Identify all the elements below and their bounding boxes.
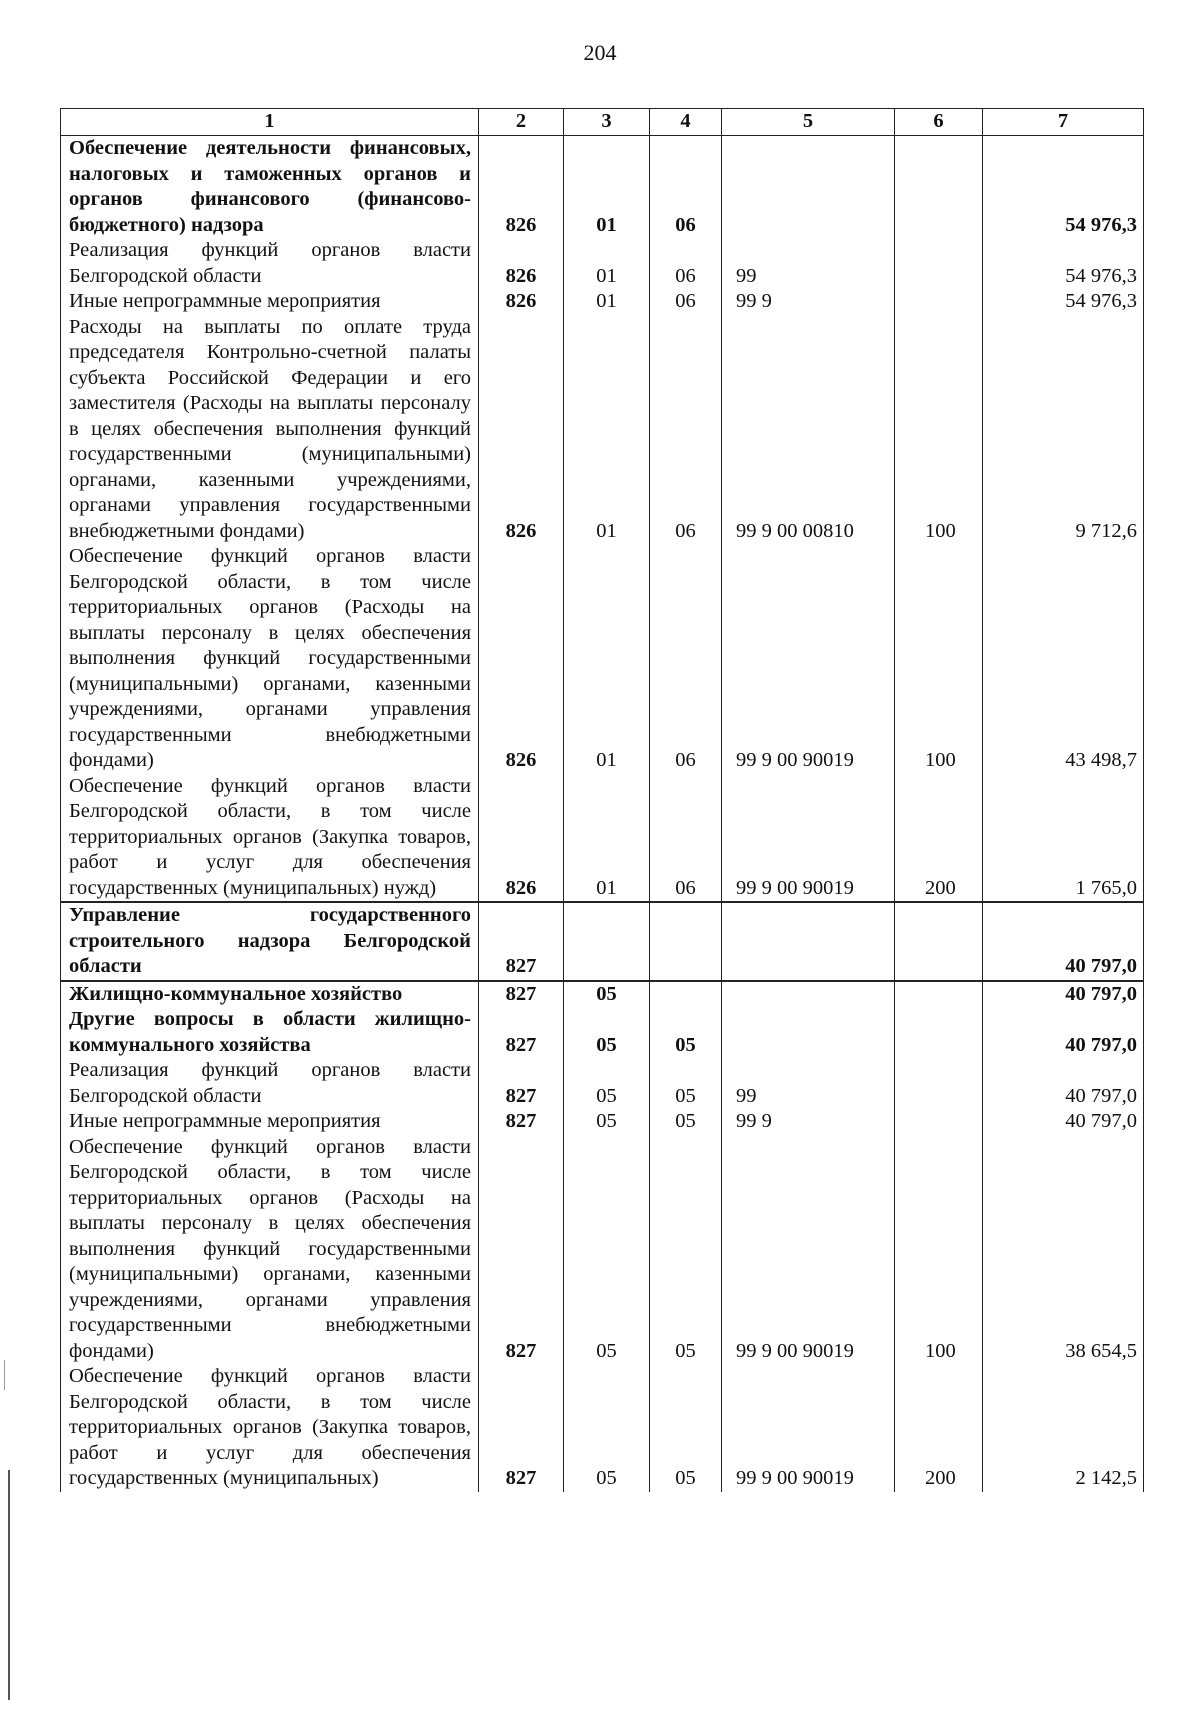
row-expense-type: 100 — [895, 315, 983, 545]
column-header: 6 — [895, 109, 983, 136]
row-subsection — [650, 902, 722, 981]
table-row — [61, 1058, 1144, 1109]
row-amount: 40 797,0 — [983, 1058, 1144, 1109]
row-expense-type: 200 — [895, 1364, 983, 1492]
table-row — [61, 1135, 1144, 1365]
row-section: 01 — [564, 774, 650, 903]
row-section: 05 — [564, 1058, 650, 1109]
row-subsection: 05 — [650, 1364, 722, 1492]
table-header — [61, 109, 1144, 136]
row-subsection: 06 — [650, 774, 722, 903]
row-subsection: 06 — [650, 289, 722, 315]
row-expense-type — [895, 238, 983, 289]
row-expense-type — [895, 136, 983, 239]
row-expense-type — [895, 1058, 983, 1109]
row-name: Реализация функций органов власти Белгородской области — [61, 1058, 479, 1109]
row-name: Обеспечение функций органов власти Белгородской области, в том числе территориальных органов (Закупка товаров, работ и услуг для обеспечения государственных (муниципальных) нужд) — [61, 774, 479, 903]
column-header: 3 — [564, 109, 650, 136]
row-expense-type — [895, 902, 983, 981]
row-section: 01 — [564, 544, 650, 774]
row-expense-type — [895, 1007, 983, 1058]
row-amount: 54 976,3 — [983, 289, 1144, 315]
row-code-main: 827 — [479, 1058, 564, 1109]
row-amount: 54 976,3 — [983, 136, 1144, 239]
row-code-main: 827 — [479, 1109, 564, 1135]
row-name: Реализация функций органов власти Белгородской области — [61, 238, 479, 289]
row-subsection: 05 — [650, 1058, 722, 1109]
row-subsection: 06 — [650, 544, 722, 774]
row-name: Обеспечение функций органов власти Белгородской области, в том числе территориальных органов (Расходы на выплаты персоналу в целях обеспечения выполнения функций государственными (муниципальными) органами, казенными учреждениями, органами управления государственными внебюджетными фондами) — [61, 544, 479, 774]
column-header: 4 — [650, 109, 722, 136]
row-section: 01 — [564, 136, 650, 239]
column-header: 5 — [722, 109, 895, 136]
row-target-article — [722, 902, 895, 981]
row-amount: 43 498,7 — [983, 544, 1144, 774]
row-amount: 40 797,0 — [983, 981, 1144, 1008]
table-row — [61, 238, 1144, 289]
row-section: 05 — [564, 981, 650, 1008]
row-target-article: 99 9 00 90019 — [722, 1135, 895, 1365]
row-code-main: 826 — [479, 238, 564, 289]
row-subsection: 05 — [650, 1135, 722, 1365]
row-target-article: 99 9 00 00810 — [722, 315, 895, 545]
row-code-main: 827 — [479, 1364, 564, 1492]
column-header: 7 — [983, 109, 1144, 136]
row-expense-type — [895, 1109, 983, 1135]
row-amount: 40 797,0 — [983, 1109, 1144, 1135]
row-name: Иные непрограммные мероприятия — [61, 289, 479, 315]
table-row — [61, 289, 1144, 315]
row-name: Обеспечение деятельности финансовых, налоговых и таможенных органов и органов финансового (финансово-бюджетного) надзора — [61, 136, 479, 239]
row-name: Обеспечение функций органов власти Белгородской области, в том числе территориальных органов (Расходы на выплаты персоналу в целях обеспечения выполнения функций государственными (муниципальными) органами, казенными учреждениями, органами управления государственными внебюджетными фондами) — [61, 1135, 479, 1365]
row-section — [564, 902, 650, 981]
row-section: 05 — [564, 1364, 650, 1492]
row-amount: 38 654,5 — [983, 1135, 1144, 1365]
row-amount: 1 765,0 — [983, 774, 1144, 903]
table-row — [61, 1109, 1144, 1135]
row-section: 05 — [564, 1109, 650, 1135]
row-expense-type: 200 — [895, 774, 983, 903]
row-amount: 40 797,0 — [983, 1007, 1144, 1058]
row-name: Управление государственного строительного надзора Белгородской области — [61, 902, 479, 981]
row-code-main: 826 — [479, 544, 564, 774]
row-section: 01 — [564, 238, 650, 289]
row-subsection: 05 — [650, 1007, 722, 1058]
budget-table — [60, 108, 1144, 1492]
row-name: Обеспечение функций органов власти Белгородской области, в том числе территориальных органов (Закупка товаров, работ и услуг для обеспечения государственных (муниципальных) — [61, 1364, 479, 1492]
row-code-main: 826 — [479, 136, 564, 239]
row-subsection: 06 — [650, 315, 722, 545]
table-body — [61, 136, 1144, 1492]
row-expense-type: 100 — [895, 1135, 983, 1365]
row-amount: 40 797,0 — [983, 902, 1144, 981]
table-row — [61, 544, 1144, 774]
row-section: 01 — [564, 315, 650, 545]
row-code-main: 826 — [479, 289, 564, 315]
table-row — [61, 981, 1144, 1008]
row-target-article — [722, 136, 895, 239]
page-number: 204 — [583, 40, 617, 65]
row-name: Другие вопросы в области жилищно-коммунального хозяйства — [61, 1007, 479, 1058]
row-section: 05 — [564, 1135, 650, 1365]
row-code-main: 826 — [479, 774, 564, 903]
row-subsection — [650, 981, 722, 1008]
row-expense-type — [895, 981, 983, 1008]
row-target-article: 99 9 00 90019 — [722, 774, 895, 903]
table-row — [61, 774, 1144, 903]
scan-artifact — [4, 1360, 5, 1390]
table-row — [61, 1007, 1144, 1058]
row-target-article: 99 9 00 90019 — [722, 1364, 895, 1492]
row-amount: 2 142,5 — [983, 1364, 1144, 1492]
row-subsection: 06 — [650, 136, 722, 239]
row-subsection: 05 — [650, 1109, 722, 1135]
header-row — [61, 109, 1144, 136]
row-target-article — [722, 981, 895, 1008]
row-target-article: 99 9 — [722, 1109, 895, 1135]
row-name: Расходы на выплаты по оплате труда председателя Контрольно-счетной палаты субъекта Российской Федерации и его заместителя (Расходы на выплаты персоналу в целях обеспечения выполнения функций государственными (муниципальными) органами, казенными учреждениями, органами управления государственными внебюджетными фондами) — [61, 315, 479, 545]
row-code-main: 827 — [479, 902, 564, 981]
row-code-main: 827 — [479, 1135, 564, 1365]
row-subsection: 06 — [650, 238, 722, 289]
row-target-article: 99 — [722, 238, 895, 289]
row-section: 01 — [564, 289, 650, 315]
row-section: 05 — [564, 1007, 650, 1058]
column-header: 1 — [61, 109, 479, 136]
table-row — [61, 315, 1144, 545]
scan-artifact — [8, 1470, 10, 1700]
row-expense-type: 100 — [895, 544, 983, 774]
row-amount: 54 976,3 — [983, 238, 1144, 289]
table-row — [61, 136, 1144, 239]
column-header: 2 — [479, 109, 564, 136]
row-target-article — [722, 1007, 895, 1058]
row-target-article: 99 9 00 90019 — [722, 544, 895, 774]
row-name: Иные непрограммные мероприятия — [61, 1109, 479, 1135]
row-code-main: 827 — [479, 981, 564, 1008]
row-target-article: 99 — [722, 1058, 895, 1109]
row-name: Жилищно-коммунальное хозяйство — [61, 981, 479, 1008]
row-code-main: 826 — [479, 315, 564, 545]
table-row — [61, 902, 1144, 981]
row-amount: 9 712,6 — [983, 315, 1144, 545]
table-row — [61, 1364, 1144, 1492]
row-expense-type — [895, 289, 983, 315]
row-code-main: 827 — [479, 1007, 564, 1058]
row-target-article: 99 9 — [722, 289, 895, 315]
